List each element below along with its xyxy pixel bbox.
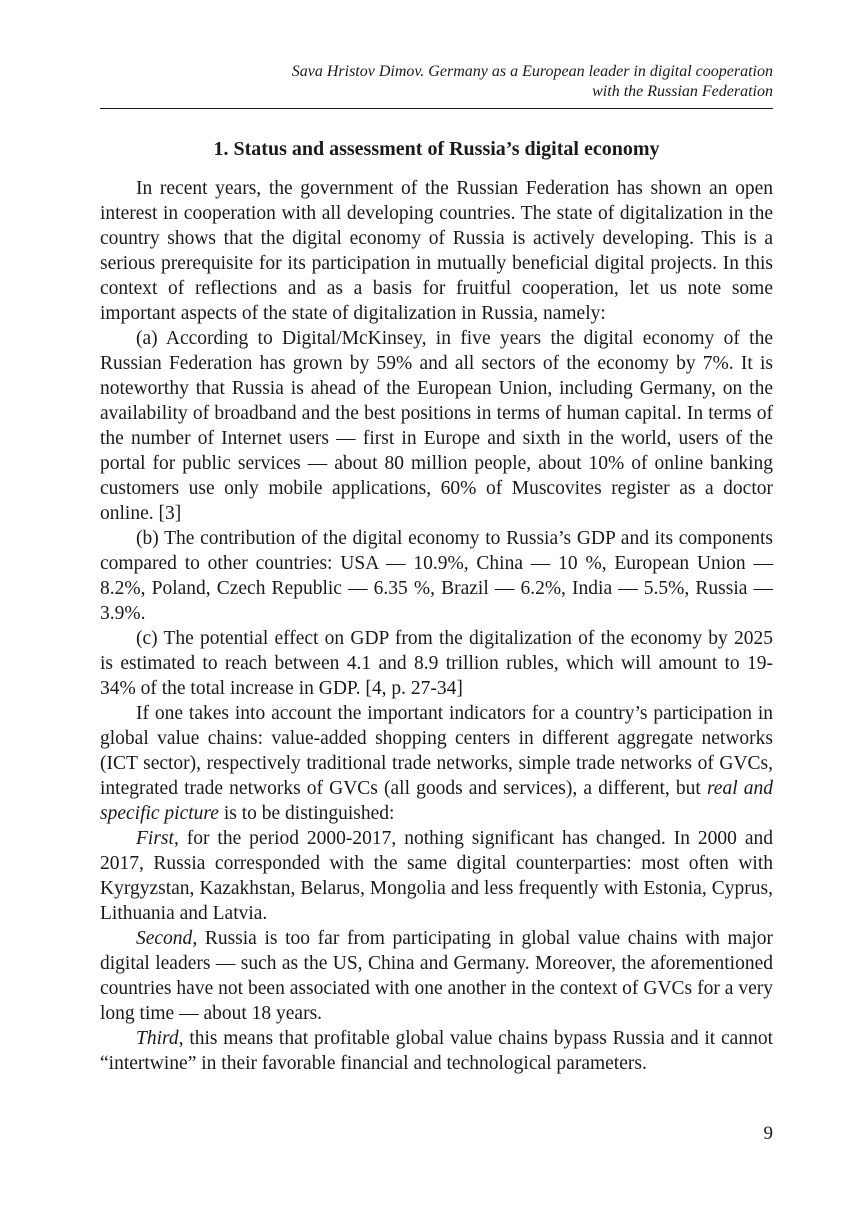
paragraph-item-b: (b) The contribution of the digital economy to Russia’s GDP and its components compared to other countries: USA — 10.9%, China — 10 %, European Union — 8.2%, Poland, Czech Republic — 6.35 %, Brazil — 6.2%, India — 5.5%, Russia — 3.9%. <box>100 528 773 624</box>
body-text <box>100 176 773 1076</box>
running-header-line-1: Sava Hristov Dimov. Germany as a European leader in digital cooperation <box>291 63 773 80</box>
running-header <box>100 62 773 102</box>
paragraph-first-lead: First <box>136 828 174 849</box>
running-header-line-2: with the Russian Federation <box>592 83 773 100</box>
paragraph-indicators-text-1: If one takes into account the important indicators for a country’s participation in global value chains: value-added shopping centers in different aggregate networks (ICT sector), respectively traditional trade networks, simple trade networks of GVCs, integrated trade networks of GVCs (all goods and services), a different, but <box>100 703 773 799</box>
paragraph-intro: In recent years, the government of the Russian Federation has shown an open interest in cooperation with all developing countries. The state of digitalization in the country shows that the digital economy of Russia is actively developing. This is a serious prerequisite for its participation in mutually beneficial digital projects. In this context of reflections and as a basis for fruitful cooperation, let us note some important aspects of the state of digitalization in Russia, namely: <box>100 178 773 324</box>
paragraph-indicators <box>100 701 773 826</box>
section-title: 1. Status and assessment of Russia’s digital economy <box>213 138 660 160</box>
paragraph-second-text: , Russia is too far from participating in global value chains with major digital leaders — such as the US, China and Germany. Moreover, the aforementioned countries have not been associated with one another in the context of GVCs for a very long time — about 18 years. <box>100 928 773 1024</box>
paragraph-third-text: , this means that profitable global value chains bypass Russia and it cannot “intertwine” in their favorable financial and technological parameters. <box>100 1028 773 1074</box>
paragraph-second <box>100 926 773 1026</box>
paragraph-second-lead: Second <box>136 928 193 949</box>
paragraph-indicators-text-2: is to be distinguished: <box>218 803 395 824</box>
paragraph-first-text: , for the period 2000-2017, nothing significant has changed. In 2000 and 2017, Russia corresponded with the same digital counterparties: most often with Kyrgyzstan, Kazakhstan, Belarus, Mongolia and less frequently with Estonia, Cyprus, Lithuania and Latvia. <box>100 828 773 924</box>
paragraph-indicators-emphasis: real and specific picture <box>100 778 773 824</box>
paragraph-first <box>100 826 773 926</box>
paragraph-item-a: (a) According to Digital/McKinsey, in five years the digital economy of the Russian Federation has grown by 59% and all sectors of the economy by 7%. It is noteworthy that Russia is ahead of the European Union, including Germany, on the availability of broadband and the best positions in terms of human capital. In terms of the number of Internet users — first in Europe and sixth in the world, users of the portal for public services — about 80 million people, about 10% of online banking customers use only mobile applications, 60% of Muscovites register as a doctor online. [3] <box>100 328 773 524</box>
paragraph-third-lead: Third <box>136 1028 179 1049</box>
page-number: 9 <box>763 1123 773 1144</box>
header-rule <box>100 108 773 109</box>
paragraph-item-c: (c) The potential effect on GDP from the digitalization of the economy by 2025 is estimated to reach between 4.1 and 8.9 trillion rubles, which will amount to 19-34% of the total increase in GDP. [4, p. 27-34] <box>100 628 773 699</box>
paragraph-third <box>100 1026 773 1076</box>
